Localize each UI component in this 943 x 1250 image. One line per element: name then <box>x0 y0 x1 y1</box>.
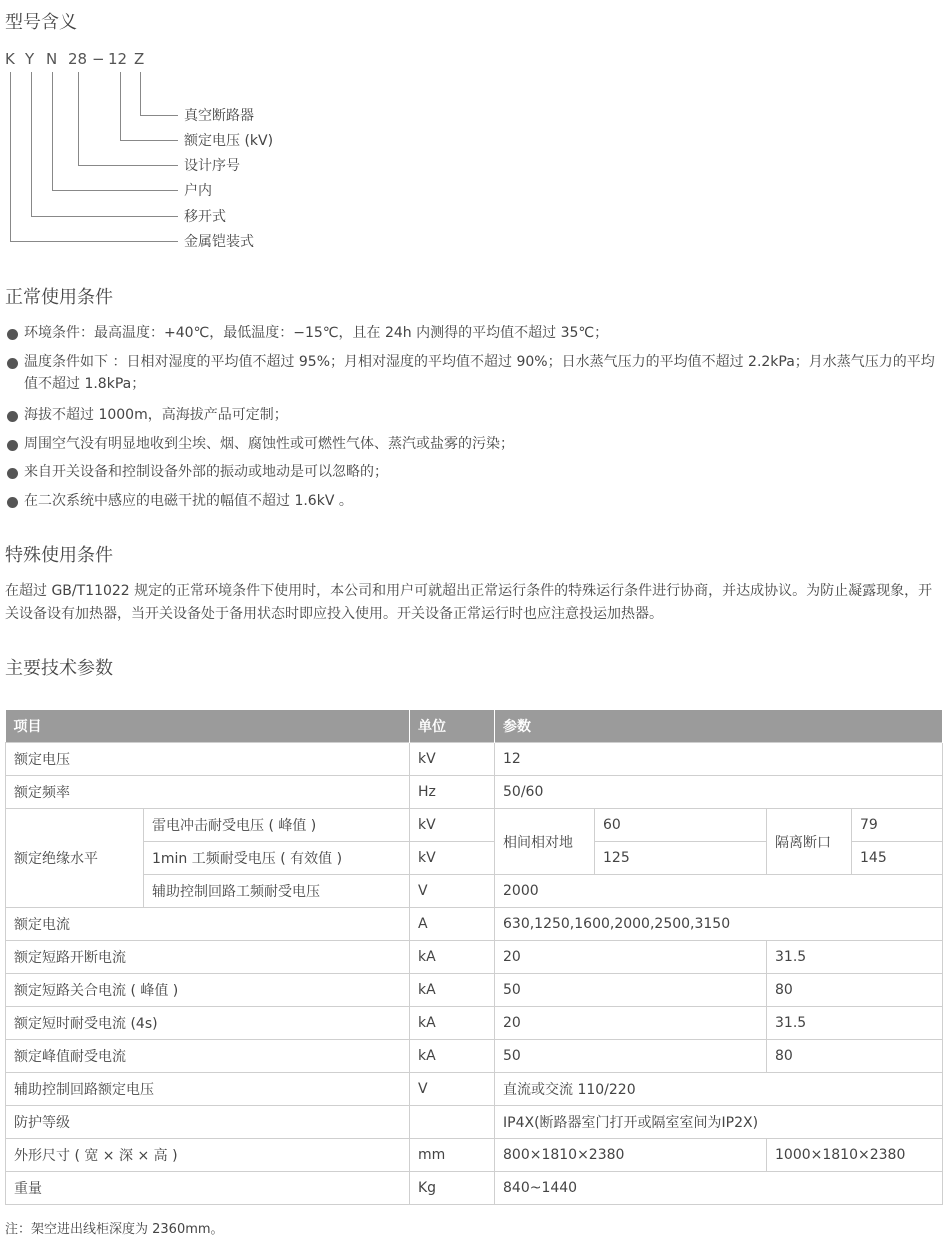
cell-label: 额定短路开断电流 <box>6 941 410 974</box>
model-letter-12: 12 <box>108 50 128 68</box>
bullet-icon <box>7 497 18 508</box>
table-row <box>6 776 943 809</box>
cell-unit: Kg <box>410 1172 495 1205</box>
special-heading: 特殊使用条件 <box>5 545 113 566</box>
bullet-icon <box>7 440 18 451</box>
list-item: 温度条件如下 ：日相对湿度的平均值不超过 95%；月相对湿度的平均值不超过 90%；日水蒸气压力的平均值不超过 2.2kPa；月水蒸气压力的平均值不超过 1.8kPa； <box>5 351 943 395</box>
cell-value: 50 <box>495 974 767 1007</box>
table-row <box>6 1172 943 1205</box>
model-heading: 型号含义 <box>5 12 77 33</box>
cell-unit: kA <box>410 974 495 1007</box>
cell-label: 重量 <box>6 1172 410 1205</box>
model-label-voltage: 额定电压 (kV) <box>184 133 274 149</box>
cell-value: 31.5 <box>767 941 943 974</box>
table-row <box>6 908 943 941</box>
special-text: 在超过 GB/T11022 规定的正常环境条件下使用时，本公司和用户可就超出正常运行条件的特殊运行条件进行协商，并达成协议。为防止凝露现象，开关设备设有加热器，当开关设备处于备用状态时即应投入使用。开关设备正常运行时也应注意投运加热器。 <box>5 583 933 622</box>
cell-unit: A <box>410 908 495 941</box>
cell-label: 辅助控制回路额定电压 <box>6 1073 410 1106</box>
cell-value: 840~1440 <box>495 1172 943 1205</box>
cell-value: 60 <box>595 809 767 842</box>
table-row <box>6 743 943 776</box>
cell-value: 20 <box>495 1007 767 1040</box>
list-item: 在二次系统中感应的电磁干扰的幅值不超过 1.6kV 。 <box>5 490 943 512</box>
table-row <box>6 1139 943 1172</box>
cell-value: 79 <box>852 809 943 842</box>
model-letter-dash: − <box>92 50 105 68</box>
model-connector-lines <box>0 0 200 250</box>
model-letter-y: Y <box>25 50 35 68</box>
cell-label: 额定电压 <box>6 743 410 776</box>
table-row <box>6 974 943 1007</box>
params-heading: 主要技术参数 <box>5 658 113 679</box>
table-row <box>6 1106 943 1139</box>
table-row <box>6 1073 943 1106</box>
cell-sublabel: 辅助控制回路工频耐受电压 <box>144 875 410 908</box>
table-row <box>6 1040 943 1073</box>
cell-sublabel: 1min 工频耐受电压 ( 有效值 ) <box>144 842 410 875</box>
cell-group-label: 相间相对地 <box>495 809 595 875</box>
bullet-icon <box>7 411 18 422</box>
table-row <box>6 1007 943 1040</box>
cell-value: 12 <box>495 743 943 776</box>
cell-unit: mm <box>410 1139 495 1172</box>
params-table <box>5 710 943 1205</box>
cell-unit: V <box>410 1073 495 1106</box>
cell-unit: kA <box>410 1007 495 1040</box>
table-row <box>6 941 943 974</box>
cell-value: 50/60 <box>495 776 943 809</box>
cell-value: 80 <box>767 974 943 1007</box>
cell-label: 额定峰值耐受电流 <box>6 1040 410 1073</box>
cell-value: 31.5 <box>767 1007 943 1040</box>
bullet-icon <box>7 329 18 340</box>
cell-group-label: 隔离断口 <box>767 809 852 875</box>
cell-value: 145 <box>852 842 943 875</box>
cell-value: 1000×1810×2380 <box>767 1139 943 1172</box>
cell-unit <box>410 1106 495 1139</box>
table-header-row <box>6 710 943 743</box>
cell-unit: kV <box>410 809 495 842</box>
cell-label: 外形尺寸 ( 宽 × 深 × 高 ) <box>6 1139 410 1172</box>
header-unit: 单位 <box>410 710 495 743</box>
cell-unit: kA <box>410 1040 495 1073</box>
model-label-indoor: 户内 <box>184 183 212 199</box>
table-row <box>6 809 943 842</box>
cell-unit: V <box>410 875 495 908</box>
cell-unit: kA <box>410 941 495 974</box>
header-value: 参数 <box>495 710 943 743</box>
cell-value: 800×1810×2380 <box>495 1139 767 1172</box>
model-letter-z: Z <box>134 50 145 68</box>
table-row <box>6 875 943 908</box>
cell-unit: Hz <box>410 776 495 809</box>
normal-heading: 正常使用条件 <box>5 287 113 308</box>
model-label-metalclad: 金属铠装式 <box>184 234 254 250</box>
cell-value: 2000 <box>495 875 943 908</box>
cell-unit: kV <box>410 743 495 776</box>
cell-value: IP4X(断路器室门打开或隔室室间为IP2X) <box>495 1106 943 1139</box>
model-letter-n: N <box>46 50 58 68</box>
list-item: 环境条件：最高温度：+40℃，最低温度：−15℃，且在 24h 内测得的平均值不超过 35℃； <box>5 322 943 344</box>
model-letter-k: K <box>5 50 15 68</box>
cell-value: 125 <box>595 842 767 875</box>
footnote: 注：架空进出线柜深度为 2360mm。 <box>5 1222 224 1237</box>
cell-value: 直流或交流 110/220 <box>495 1073 943 1106</box>
cell-unit: kV <box>410 842 495 875</box>
cell-label: 额定绝缘水平 <box>6 809 144 908</box>
model-label-vcb: 真空断路器 <box>184 108 254 124</box>
list-item: 来自开关设备和控制设备外部的振动或地动是可以忽略的； <box>5 461 943 483</box>
cell-label: 额定短路关合电流 ( 峰值 ) <box>6 974 410 1007</box>
cell-label: 额定频率 <box>6 776 410 809</box>
cell-value: 630,1250,1600,2000,2500,3150 <box>495 908 943 941</box>
cell-label: 额定电流 <box>6 908 410 941</box>
model-letter-28: 28 <box>68 50 88 68</box>
list-item: 周围空气没有明显地收到尘埃、烟、腐蚀性或可燃性气体、蒸汽或盐雾的污染； <box>5 433 943 455</box>
cell-value: 50 <box>495 1040 767 1073</box>
list-item: 海拔不超过 1000m，高海拔产品可定制； <box>5 404 943 426</box>
model-label-design: 设计序号 <box>184 158 240 174</box>
bullet-icon <box>7 358 18 369</box>
cell-value: 80 <box>767 1040 943 1073</box>
bullet-icon <box>7 468 18 479</box>
header-item: 项目 <box>6 710 410 743</box>
model-label-withdrawable: 移开式 <box>184 209 226 225</box>
cell-sublabel: 雷电冲击耐受电压 ( 峰值 ) <box>144 809 410 842</box>
cell-label: 防护等级 <box>6 1106 410 1139</box>
cell-label: 额定短时耐受电流 (4s) <box>6 1007 410 1040</box>
cell-value: 20 <box>495 941 767 974</box>
